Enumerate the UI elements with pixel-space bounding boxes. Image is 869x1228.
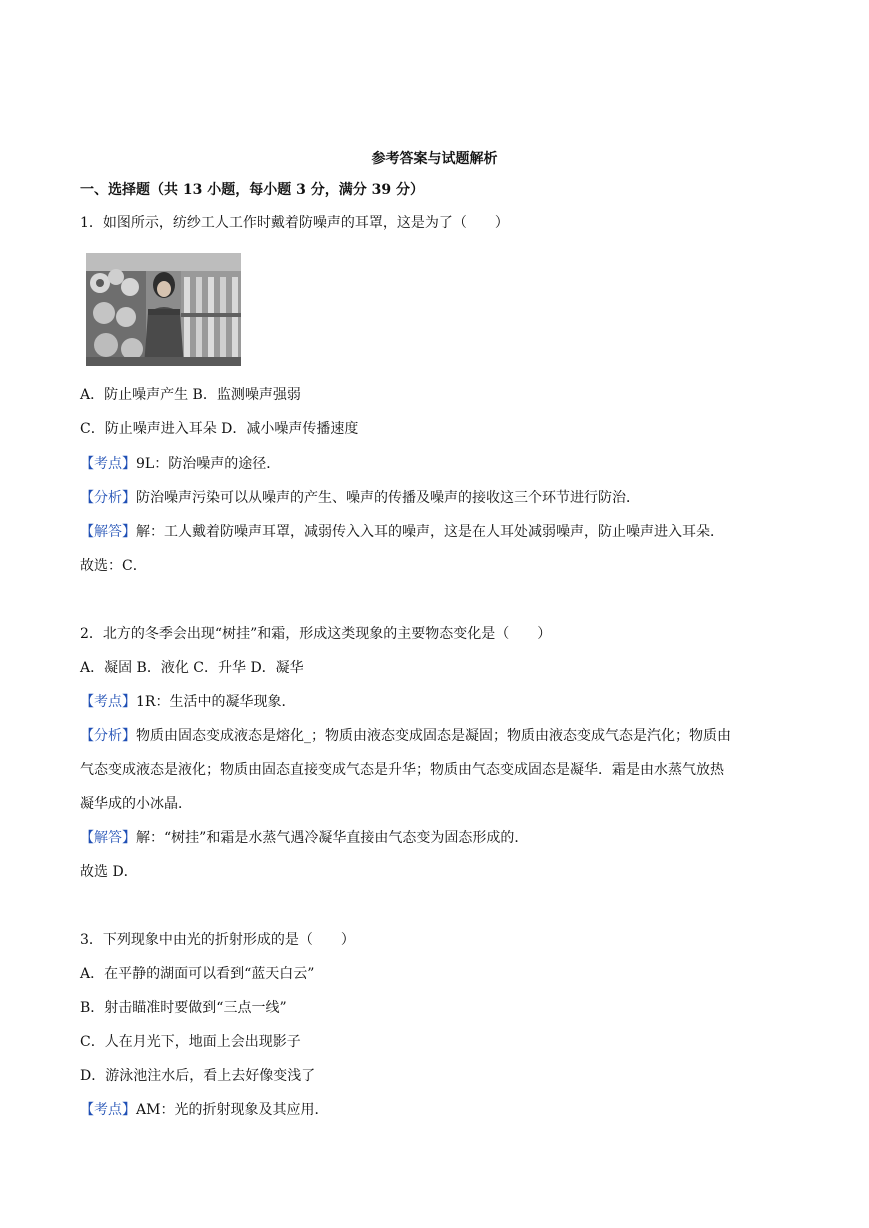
q2-kaodian-text: 1R：生活中的凝华现象． bbox=[136, 694, 296, 710]
kaodian-tag: 【考点】 bbox=[80, 694, 136, 710]
q2-answer: 故选 D． bbox=[80, 864, 138, 880]
q1-photo-textile-worker bbox=[86, 253, 241, 366]
q2-options: A．凝固 B．液化 C．升华 D．凝华 bbox=[80, 660, 304, 676]
section-heading: 一、选择题（共 13 小题，每小题 3 分，满分 39 分） bbox=[80, 182, 424, 198]
q1-kaodian bbox=[80, 455, 280, 473]
q2-fenxi bbox=[80, 727, 731, 745]
q2-stem: 2．北方的冬季会出现“树挂”和霜，形成这类现象的主要物态变化是（ ） bbox=[80, 626, 552, 642]
q1-jieda bbox=[80, 523, 724, 541]
q1-stem: 1．如图所示，纺纱工人工作时戴着防噪声的耳罩，这是为了（ ） bbox=[80, 215, 509, 231]
q3-option-c: C．人在月光下，地面上会出现影子 bbox=[80, 1034, 301, 1050]
jieda-tag: 【解答】 bbox=[80, 830, 136, 846]
q2-fenxi-text-2: 气态变成液态是液化；物质由固态直接变成气态是升华；物质由气态变成固态是凝华．霜是由水蒸气放热 bbox=[80, 762, 724, 778]
kaodian-tag: 【考点】 bbox=[80, 1102, 136, 1118]
q2-fenxi-text-3: 凝华成的小冰晶． bbox=[80, 796, 192, 812]
q2-kaodian bbox=[80, 693, 295, 711]
page-title: 参考答案与试题解析 bbox=[371, 151, 498, 167]
q1-options-cd: C．防止噪声进入耳朵 D．减小噪声传播速度 bbox=[80, 421, 359, 437]
jieda-tag: 【解答】 bbox=[80, 524, 136, 540]
q3-kaodian bbox=[80, 1101, 328, 1119]
q1-kaodian-text: 9L：防治噪声的途径． bbox=[136, 456, 281, 472]
q1-fenxi-text: 防治噪声污染可以从噪声的产生、噪声的传播及噪声的接收这三个环节进行防治． bbox=[136, 490, 640, 506]
fenxi-tag: 【分析】 bbox=[80, 490, 136, 506]
fenxi-tag: 【分析】 bbox=[80, 728, 136, 744]
kaodian-tag: 【考点】 bbox=[80, 456, 136, 472]
q3-option-d: D．游泳池注水后，看上去好像变浅了 bbox=[80, 1068, 316, 1084]
q3-option-a: A．在平静的湖面可以看到“蓝天白云” bbox=[80, 966, 315, 982]
q2-fenxi-text-1: 物质由固态变成液态是熔化_；物质由液态变成固态是凝固；物质由液态变成气态是汽化；物质由 bbox=[136, 728, 731, 744]
q3-stem: 3．下列现象中由光的折射形成的是（ ） bbox=[80, 932, 355, 948]
q2-jieda bbox=[80, 829, 528, 847]
q1-options-ab: A．防止噪声产生 B．监测噪声强弱 bbox=[80, 387, 301, 403]
q2-jieda-text: 解：“树挂”和霜是水蒸气遇冷凝华直接由气态变为固态形成的． bbox=[136, 830, 529, 846]
q1-fenxi bbox=[80, 489, 640, 507]
q1-jieda-text: 解：工人戴着防噪声耳罩，减弱传入入耳的噪声，这是在人耳处减弱噪声，防止噪声进入耳朵． bbox=[136, 524, 724, 540]
q1-answer: 故选：C． bbox=[80, 558, 147, 574]
q3-option-b: B．射击瞄准时要做到“三点一线” bbox=[80, 1000, 287, 1016]
q3-kaodian-text: AM：光的折射现象及其应用． bbox=[136, 1102, 329, 1118]
